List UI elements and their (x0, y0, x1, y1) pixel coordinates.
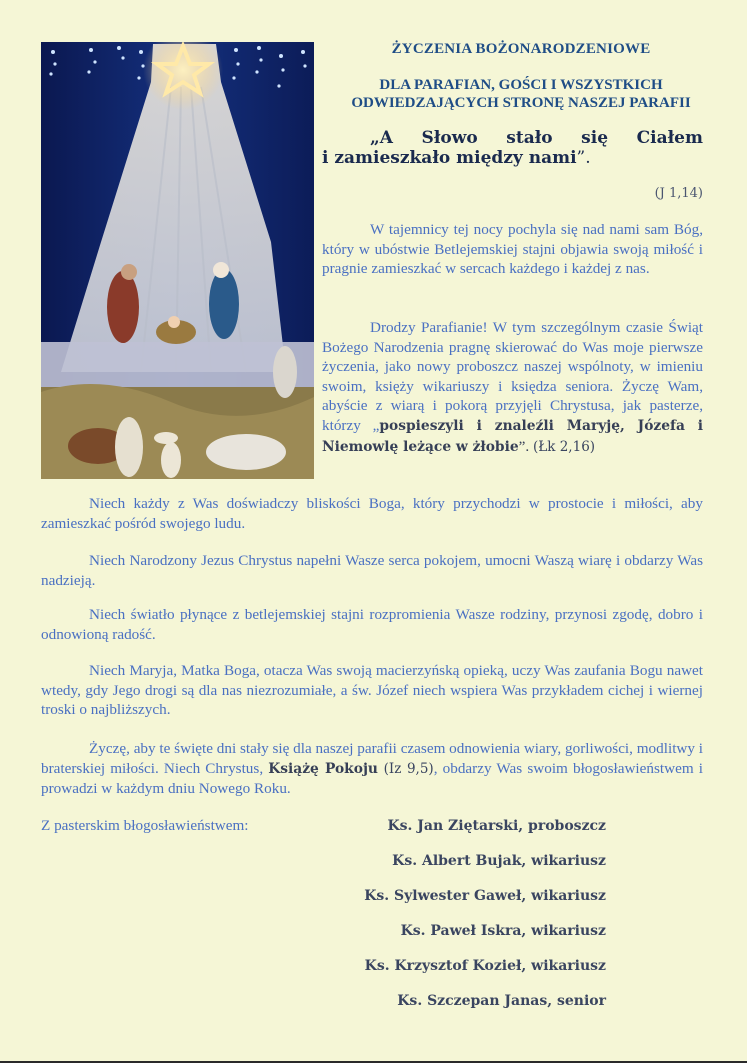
paragraph-5: Niech światło płynące z betlejemskiej stajni rozpromienia Wasze rodziny, przynosi zgodę, dobro i odnowioną radość. (41, 606, 703, 643)
prince-of-peace: Książę Pokoju (268, 760, 378, 777)
quote-line-1: „A Słowo stało się Ciałem (370, 128, 703, 148)
signature-vicar: Ks. Sylwester Gaweł, wikariusz (364, 888, 606, 904)
paragraph-6: Niech Maryja, Matka Boga, otacza Was swoją macierzyńską opieką, uczy Was zaufania Bogu nawet wtedy, gdy Jego drogi są dla nas niezrozumiałe, a św. Józef niech wspiera Was przykładem cichej i wiernej troski o najbliższych. (41, 662, 703, 719)
signature-vicar: Ks. Albert Bujak, wikariusz (392, 853, 606, 869)
signature-pastor: Ks. Jan Ziętarski, proboszcz (387, 818, 606, 834)
scripture-quote (322, 128, 703, 168)
paragraph-7: Życzę, aby te święte dni stały się dla naszej parafii czasem odnowienia wiary, gorliwości, modlitwy i braterskiej miłości. Niech Chrystus, Książę Pokoju (Iz 9,5), obdarzy Was swoim błogosławieństwem i prowadzi w każdym dniu Nowego Roku. (41, 740, 703, 798)
paragraph-1: W tajemnicy tej nocy pochyla się nad nami sam Bóg, który w ubóstwie Betlejemskiej stajni objawia swoją miłość i pragnie zamieszkać w sercach każdego i każdej z nas. (322, 221, 703, 278)
closing-blessing: Z pasterskim błogosławieństwem: (41, 817, 249, 834)
paragraph-4: Niech Narodzony Jezus Chrystus napełni Wasze serca pokojem, umocni Waszą wiarę i obdarzy Was nadzieją. (41, 552, 703, 589)
signature-vicar: Ks. Krzysztof Kozieł, wikariusz (364, 958, 606, 974)
subtitle-line-2: ODWIEDZAJĄCYCH STRONĘ NASZEJ PARAFII (351, 95, 691, 111)
signature-senior: Ks. Szczepan Janas, senior (397, 993, 606, 1009)
isaiah-reference: (Iz 9,5) (377, 760, 434, 777)
luke-reference: (Łk 2,16) (532, 438, 596, 455)
subtitle-line-1: DLA PARAFIAN, GOŚCI I WSZYSTKICH (379, 77, 663, 93)
page-title: ŻYCZENIA BOŻONARODZENIOWE (391, 41, 651, 57)
nativity-photo (41, 42, 314, 479)
quote-reference: (J 1,14) (654, 186, 703, 201)
quote-line-2: i zamieszkało między nami”. (322, 148, 591, 168)
signature-list (330, 816, 606, 1026)
signature-vicar: Ks. Paweł Iskra, wikariusz (400, 923, 606, 939)
paragraph-2: Drodzy Parafianie! W tym szczególnym czasie Świąt Bożego Narodzenia pragnę skierować do Was moje pierwsze życzenia, jako nowy proboszcz naszej wspólnoty, w imieniu swoim, księży wikariuszy i księdza seniora. Życzę Wam, abyście z wiarą i pokorą przyjęli Chrystusa, jak pasterze, którzy „pospieszyli i znaleźli Maryję, Józefa i Niemowlę leżące w żłobie”. (Łk 2,16) (322, 319, 703, 455)
shepherds-quote: pospieszyli i znaleźli Maryję, Józefa i Niemowlę leżące w żłobie (322, 417, 703, 455)
paragraph-3: Niech każdy z Was doświadczy bliskości Boga, który przychodzi w prostocie i miłości, aby zamieszkać pośród swojego ludu. (41, 495, 703, 532)
page-subtitle (322, 76, 720, 112)
